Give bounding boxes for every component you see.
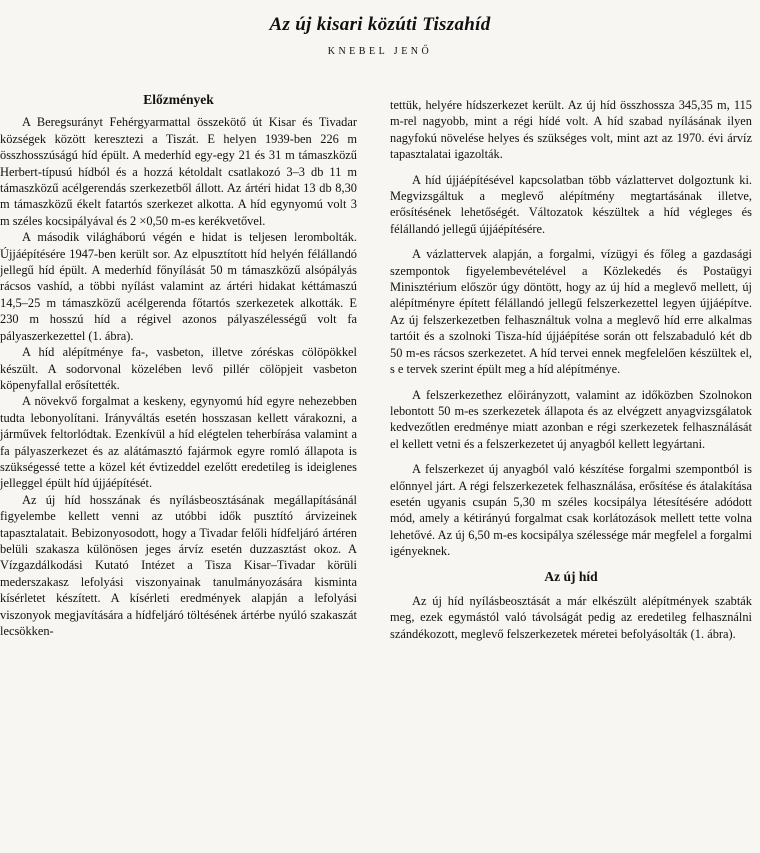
section-heading-elozmenyek: Előzmények bbox=[143, 92, 214, 107]
paragraph: A vázlattervek alapján, a forgalmi, vízügyi és főleg a gazdasági szempontok figyelembevételével a Közlekedés és Postaügyi Minisztérium először úgy döntött, hogy az új híd a meglevő mellett, új alépítményre épített félállandó jellegű felszerkezettel legyen újjáépítve. Az új felszerkezetben felhasználtuk volna a meglevő híd erre alkalmas tartóit és a szolnoki Tisza-híd újjáépítése során ott felszabaduló két db 50 m-es rácsos szerkezetet. A híd tervei ennek megfelelően készültek el, s e tervek szerint épült meg a híd alépítménye. bbox=[390, 247, 752, 377]
paragraph: Az új híd hosszának és nyílásbeosztásának megállapításánál figyelembe kellett venni az utóbbi idők pusztító árvizeinek tapasztalatait. Bebizonyosodott, hogy a Tivadar felőli hídfeljáró ártéren belüli szakasza különösen jeges árvíz esetén duzzasztást okoz. A Vízgazdálkodási Kutató Intézet a Tisza Kisar–Tivadar körüli mederszakasz lefolyási viszonyainak tanulmányozására kisminta kísérletet készített. A kísérleti eredmények alapján a lefolyási viszonyok megjavítására a hídfeljáró töltésének ártérbe nyúló szakaszát lecsökken- bbox=[0, 492, 357, 638]
section-heading-az-uj-hid: Az új híd bbox=[544, 568, 598, 584]
paragraph: Az új híd nyílásbeosztását a már elkészült alépítmények szabták meg, ezek egymástól való távolságát pedig az eredetileg felhasználni szándékozott, meglevő felszerkezetek méretei befolyásolták (1. ábra). bbox=[390, 593, 752, 641]
paragraph: tettük, helyére hídszerkezet került. Az új híd összhossza 345,35 m, 115 m-rel nagyobb, mint a régi hídé volt. A híd szabad nyílásának ilyen nagyfokú növelése helyes és szükséges volt, mint azt az 1970. évi árvíz tapasztalatai igazolták. bbox=[390, 98, 752, 162]
paragraph: A felszerkezet új anyagból való készítése forgalmi szempontból is előnnyel járt. A régi felszerkezetek felhasználása, erősítése és átalakítása esetén ugyanis csupán 5,30 m széles kocsipálya létesítésére adódott mód, amely a kétirányú forgalmat csak korlátozások mellett tette volna lehetővé. Az új 6,50 m-es kocsipálya szélessége már megfelel a forgalmi igényeknek. bbox=[390, 462, 752, 559]
right-column bbox=[390, 97, 752, 642]
article-author: KNEBEL JENŐ bbox=[327, 46, 433, 57]
article-title: Az új kisari közúti Tiszahíd bbox=[269, 14, 491, 35]
left-column bbox=[0, 92, 357, 639]
paragraph: A Beregsurányt Fehérgyarmattal összekötő út Kisar és Tivadar községek között keresztezi a Tiszát. E helyen 1939-ben 226 m összhosszúságú híd épült. A mederhíd egy-egy 21 és 31 m támaszközű Herbert-típusú hídból és a hozzá kétoldalt csatlakozó 3–3 db 11 m támaszközű acélgerendás szerkezetből állott. Az ártéri hidat 13 db 8,30 m támaszközű ékelt fatartós szerkezet alkotta. A híd egynyomú volt 3 m széles kocsipályával és 2 ×0,50 m-es kerékvetővel. bbox=[0, 115, 357, 228]
paragraph: A növekvő forgalmat a keskeny, egynyomú híd egyre nehezebben tudta lebonyolítani. Irányváltás esetén hosszasan kellett várakozni, a járművek feltorlódtak. Ezenkívül a híd elégtelen teherbírása valamint a fa pályaszerkezet és az alátámasztó fajármok egyre romló állapota is szükségessé tette a közel két évtizeddel ezelőtt eredetileg is ideiglenes jelleggel épült híd újjáépítését. bbox=[0, 394, 357, 491]
paragraph: A híd alépítménye fa-, vasbeton, illetve zóréskas cölöpökkel készült. A sodorvonal közelében levő pillér cölöpjeit vasbeton köpenyfallal erősítették. bbox=[0, 345, 357, 392]
paragraph: A második világháború végén e hidat is teljesen lerombolták. Újjáépítésére 1947-ben került sor. Az elpusztított híd helyén félállandó jellegű híd épült. A mederhíd főnyílását 50 m támaszközű alsópályás rácsos vashíd, a többi nyílást valamint az ártéri hidakat kéttámaszú 14,5–25 m támaszközű acélgerenda főtartós szerkezetek alkották. E 230 m hosszú híd a régivel azonos pályaszélességű volt fa pályaszerkezettel (1. ábra). bbox=[0, 230, 357, 343]
paragraph: A híd újjáépítésével kapcsolatban több vázlattervet dolgoztunk ki. Megvizsgáltuk a meglevő alépítmény megtartásának illetve, erősítésének lehetőségét. Változatok készültek a híd végleges és félállandó jellegű újjáépítésére. bbox=[390, 172, 752, 236]
paragraph: A felszerkezethez előirányzott, valamint az időközben Szolnokon lebontott 50 m-es szerkezetek állapota és az elvégzett anyagvizsgálatok kedvezőtlen eredménye miatt azonban e régi szerkezetek felhasználását el kellett vetni és a felszerkezetet új anyagból kellett legyártani. bbox=[390, 387, 752, 451]
